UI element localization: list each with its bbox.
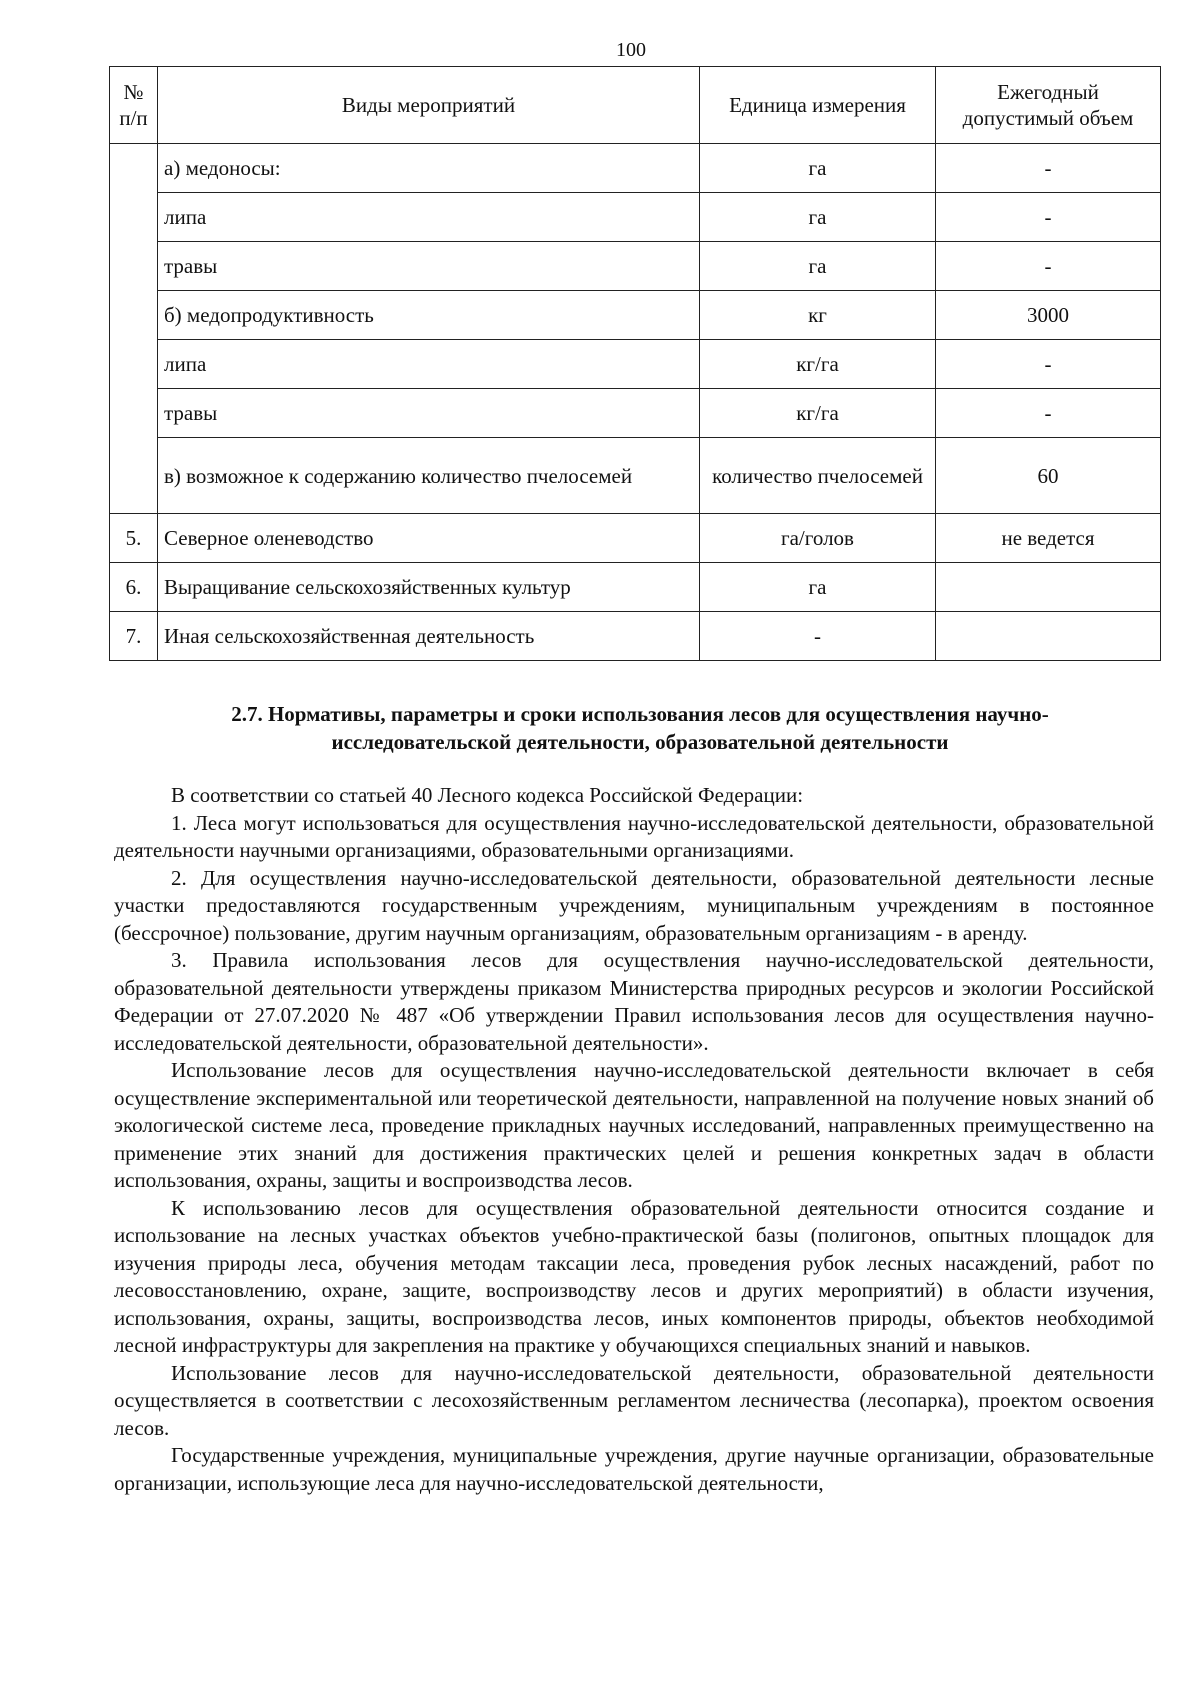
table-row — [110, 340, 1161, 389]
cell-activity: Иная сельскохозяйственная деятельность — [158, 612, 700, 661]
activities-table — [109, 66, 1161, 661]
table-row — [110, 389, 1161, 438]
cell-volume: не ведется — [936, 514, 1161, 563]
table-row — [110, 612, 1161, 661]
cell-volume: 60 — [936, 438, 1161, 514]
cell-activity: а) медоносы: — [158, 144, 700, 193]
paragraph: 1. Леса могут использоваться для осуществления научно-исследовательской деятельности, образовательной деятельности научными организациями, образовательными организациями. — [114, 810, 1154, 862]
cell-volume: - — [936, 340, 1161, 389]
cell-unit: кг/га — [700, 340, 936, 389]
cell-unit: кг/га — [700, 389, 936, 438]
table-row — [110, 438, 1161, 514]
cell-volume: - — [936, 193, 1161, 242]
table-row — [110, 291, 1161, 340]
header-unit: Единица измерения — [700, 67, 936, 144]
paragraph: Государственные учреждения, муниципальные учреждения, другие научные организации, образовательные организации, использующие леса для научно-исследовательской деятельности, — [114, 1443, 1154, 1495]
cell-unit: га — [700, 193, 936, 242]
cell-volume — [936, 563, 1161, 612]
paragraph: Использование лесов для научно-исследовательской деятельности, образовательной деятельности осуществляется в соответствии с лесохозяйственным регламентом лесничества (лесопарка), проектом освоения лесов. — [114, 1360, 1154, 1440]
cell-volume: - — [936, 242, 1161, 291]
cell-activity: Северное оленеводство — [158, 514, 700, 563]
cell-activity: в) возможное к содержанию количество пчелосемей — [158, 438, 700, 514]
cell-volume: - — [936, 144, 1161, 193]
cell-volume: 3000 — [936, 291, 1161, 340]
cell-volume: - — [936, 389, 1161, 438]
section-body — [114, 782, 1154, 1497]
cell-unit: га — [700, 242, 936, 291]
cell-num: 5. — [110, 514, 158, 563]
paragraph: В соответствии со статьей 40 Лесного кодекса Российской Федерации: — [171, 783, 804, 807]
cell-unit: - — [700, 612, 936, 661]
paragraph: 3. Правила использования лесов для осуществления научно-исследовательской деятельности, образовательной деятельности утверждены приказом Министерства природных ресурсов и экологии Российской Федерации от 27.07.2020 № 487 «Об утверждении Правил использования лесов для осуществления научно-исследовательской деятельности, образовательной деятельности». — [114, 948, 1154, 1055]
header-activity: Виды мероприятий — [158, 67, 700, 144]
table-row — [110, 193, 1161, 242]
cell-activity: б) медопродуктивность — [158, 291, 700, 340]
cell-num — [110, 144, 158, 514]
cell-activity: липа — [158, 340, 700, 389]
cell-activity: травы — [158, 389, 700, 438]
table-row — [110, 242, 1161, 291]
section-title: 2.7. Нормативы, параметры и сроки использования лесов для осуществления научно-исследовательской деятельности, образовательной деятельности — [231, 702, 1049, 754]
cell-unit: количество пчелосемей — [700, 438, 936, 514]
cell-unit: га — [700, 563, 936, 612]
paragraph: К использованию лесов для осуществления образовательной деятельности относится создание и использование на лесных участках объектов учебно-практической базы (полигонов, опытных площадок для изучения природы леса, обучения методам таксации леса, проведения рубок лесных насаждений, работ по лесовосстановлению, охране, защите, воспроизводству лесов и других мероприятий) в области изучения, использования, охраны, защиты, воспроизводства лесов, иных компонентов природы, объектов необходимой лесной инфраструктуры для закрепления на практике у обучающихся специальных знаний и навыков. — [114, 1195, 1154, 1357]
cell-unit: га — [700, 144, 936, 193]
table-header-row — [110, 67, 1161, 144]
cell-num: 7. — [110, 612, 158, 661]
table-row — [110, 563, 1161, 612]
header-num: № п/п — [110, 67, 158, 144]
cell-unit: га/голов — [700, 514, 936, 563]
header-volume: Ежегодный допустимый объем — [936, 67, 1161, 144]
table-row — [110, 514, 1161, 563]
cell-activity: Выращивание сельскохозяйственных культур — [158, 563, 700, 612]
page-number: 100 — [616, 39, 646, 61]
cell-activity: липа — [158, 193, 700, 242]
cell-activity: травы — [158, 242, 700, 291]
paragraph: Использование лесов для осуществления научно-исследовательской деятельности включает в себя осуществление экспериментальной или теоретической деятельности, направленной на получение новых знаний об экологической системе леса, проведение прикладных научных исследований, направленных преимущественно на применение этих знаний для достижения практических целей и решения конкретных задач в области использования, охраны, защиты и воспроизводства лесов. — [114, 1058, 1154, 1192]
table-row — [110, 144, 1161, 193]
cell-num: 6. — [110, 563, 158, 612]
cell-volume — [936, 612, 1161, 661]
cell-unit: кг — [700, 291, 936, 340]
paragraph: 2. Для осуществления научно-исследовательской деятельности, образовательной деятельности лесные участки предоставляются государственным учреждениям, муниципальным учреждениям в постоянное (бессрочное) пользование, другим научным организациям, образовательным организациям - в аренду. — [114, 865, 1154, 945]
